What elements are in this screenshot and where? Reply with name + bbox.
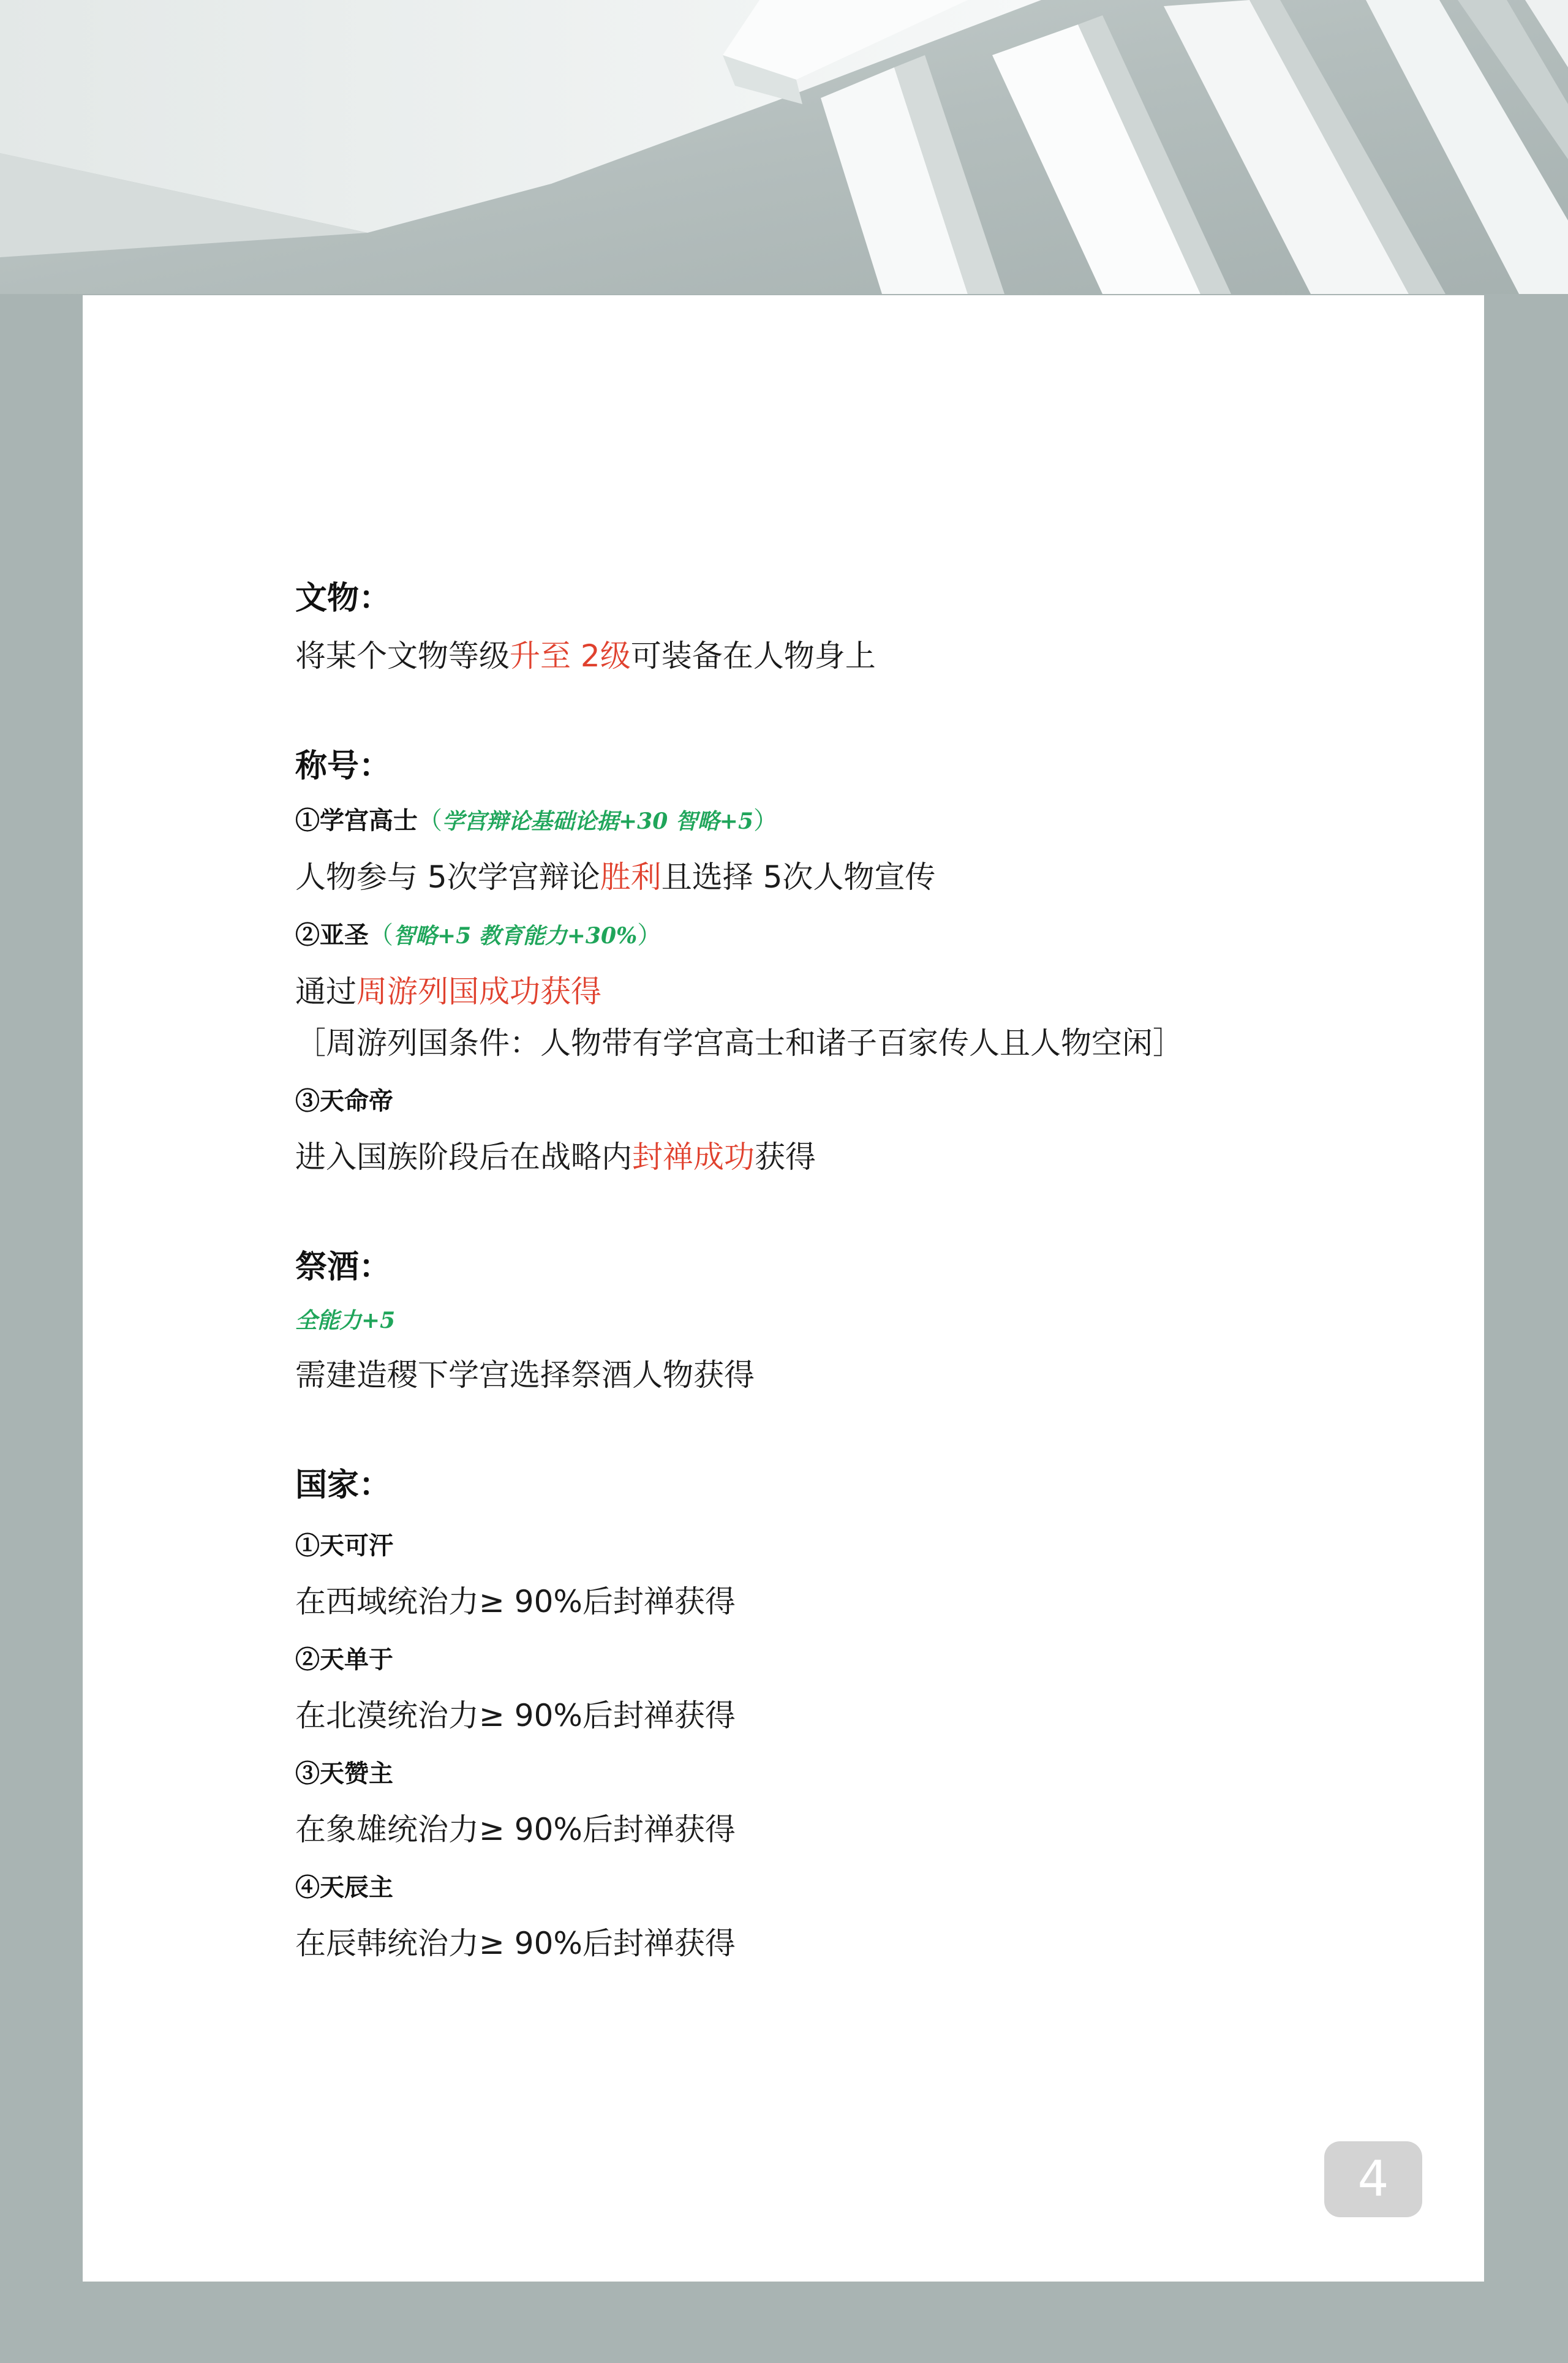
artifact-heading: 文物：: [295, 580, 391, 617]
title-item1-name: ①学宫高士: [295, 806, 418, 835]
title-item2-name: ②亚圣: [295, 921, 369, 949]
title-item2-bonus: 智略+5 教育能力+30%: [393, 923, 638, 949]
title-item1-bonus-open: （: [418, 807, 442, 835]
titles-heading: 称号：: [295, 748, 391, 785]
title-item3-desc-post: 获得: [755, 1139, 816, 1175]
artifact-section: [295, 577, 1398, 677]
nation-item-name: ③天赞主: [295, 1759, 393, 1788]
content-body: [295, 577, 1398, 1965]
nation-item-desc: 在西域统治力≥ 90%后封禅获得: [295, 1584, 736, 1619]
nation-item-name: ④天辰主: [295, 1873, 393, 1902]
artifact-desc: [295, 635, 1398, 677]
nation-item-name: ②天单于: [295, 1645, 393, 1674]
title-item-name: [295, 917, 1398, 954]
jijiu-desc: 需建造稷下学宫选择祭酒人物获得: [295, 1357, 755, 1393]
title-item2-bonus-close: ）: [637, 921, 662, 949]
title-item-name: [295, 802, 1398, 840]
artifact-desc-post: 可装备在人物身上: [630, 638, 876, 674]
title-item2-desc-highlight: 周游列国成功获得: [356, 974, 601, 1009]
title-item3-desc-pre: 进入国族阶段后在战略内: [295, 1139, 632, 1175]
jijiu-bonus: 全能力+5: [295, 1308, 396, 1333]
artifact-desc-pre: 将某个文物等级: [295, 638, 510, 674]
title-item2-desc-pre: 通过: [295, 974, 356, 1009]
title-item1-desc-post: 且选择 5次人物宣传: [661, 859, 936, 895]
page-number-badge: 4: [1324, 2141, 1422, 2217]
jijiu-heading: 祭酒：: [295, 1249, 391, 1286]
content-card: [83, 295, 1484, 2282]
title-item2-desc: [295, 970, 1398, 1013]
title-item1-desc-highlight: 胜利: [600, 859, 662, 895]
title-item2-bonus-open: （: [369, 921, 393, 949]
nation-heading: 国家：: [295, 1467, 391, 1504]
title-item1-bonus-close: ）: [753, 807, 778, 835]
nation-item-desc: 在辰韩统治力≥ 90%后封禅获得: [295, 1926, 736, 1961]
title-item3-desc: [295, 1136, 1398, 1178]
nation-item-desc: 在北漠统治力≥ 90%后封禅获得: [295, 1698, 736, 1733]
jijiu-section: [295, 1246, 1398, 1396]
nation-section: [295, 1464, 1398, 1965]
title-item2-note: ［周游列国条件：人物带有学宫高士和诸子百家传人且人物空闲］: [295, 1025, 1183, 1061]
nation-item-name: ①天可汗: [295, 1531, 393, 1560]
title-item3-name: ③天命帝: [295, 1087, 393, 1115]
artifact-desc-highlight: 升至 2级: [510, 638, 631, 674]
title-item3-desc-highlight: 封禅成功: [632, 1139, 755, 1175]
nation-item-desc: 在象雄统治力≥ 90%后封禅获得: [295, 1812, 736, 1847]
architecture-banner-image: [0, 0, 1568, 294]
titles-section: [295, 745, 1398, 1178]
title-item1-desc: [295, 856, 1398, 899]
title-item1-desc-pre: 人物参与 5次学宫辩论: [295, 859, 600, 895]
title-item1-bonus: 学宫辩论基础论据+30 智略+5: [442, 808, 754, 834]
